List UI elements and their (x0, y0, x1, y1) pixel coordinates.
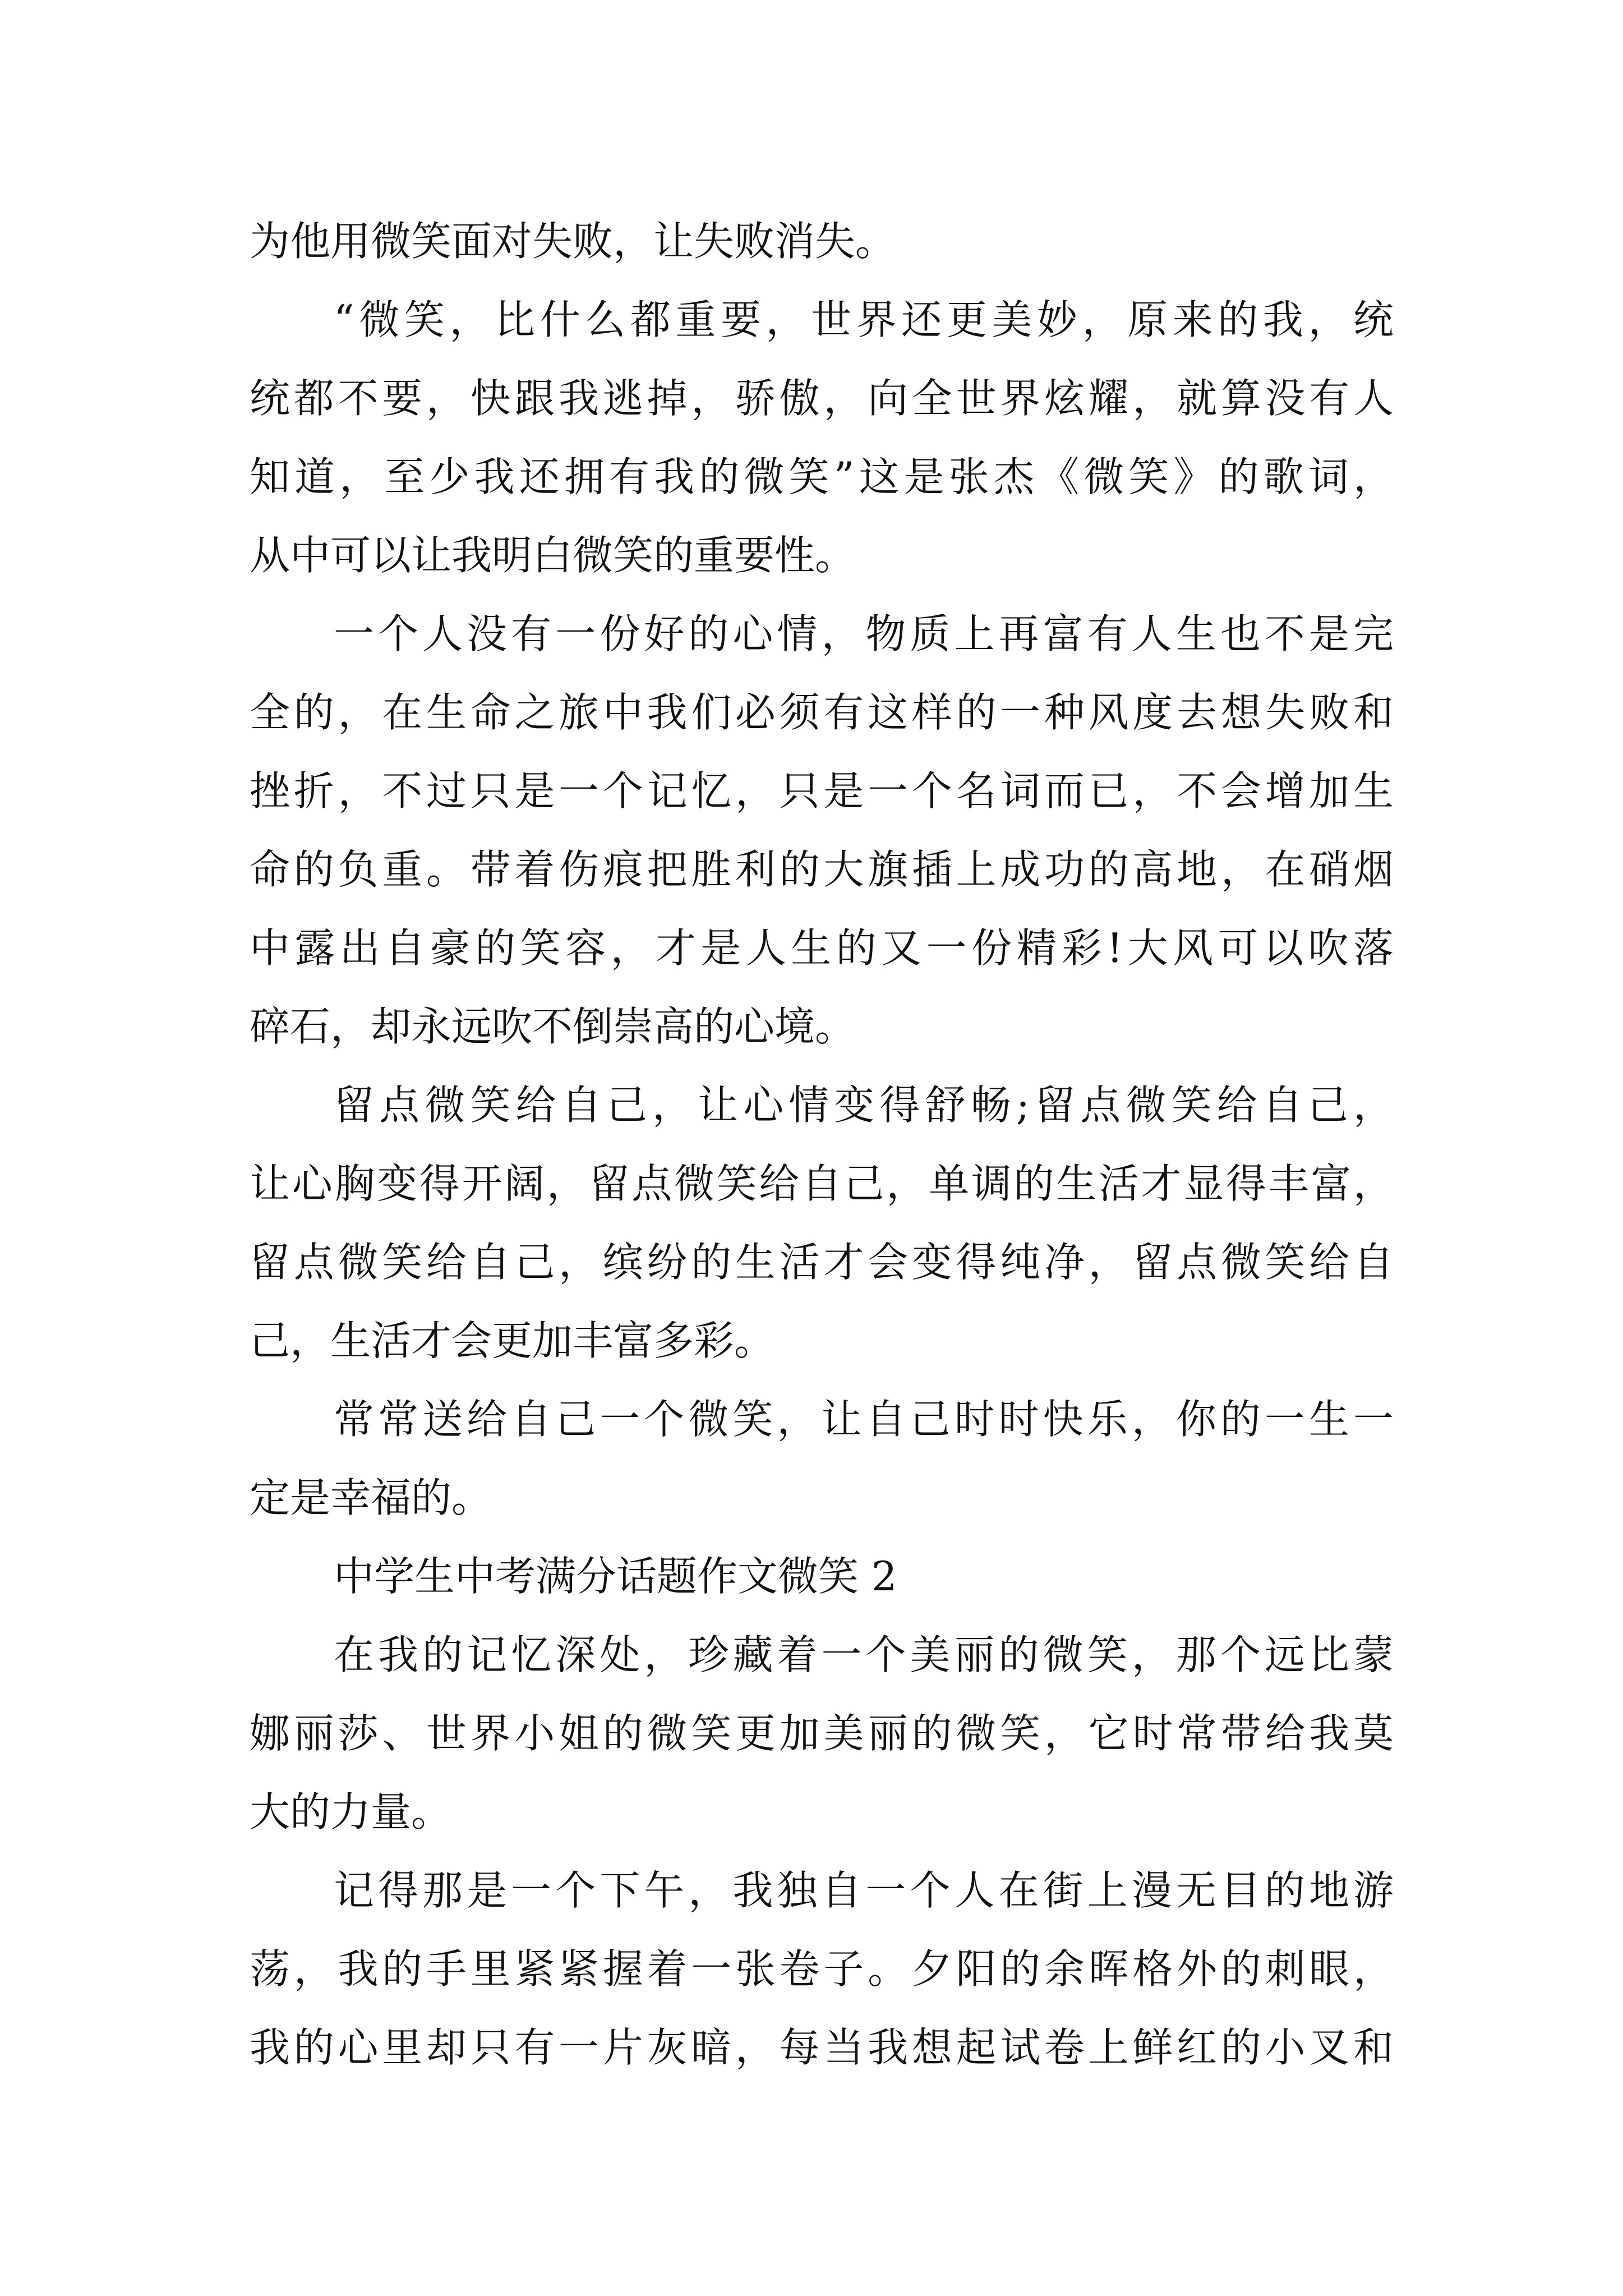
paragraph-line: 知道，至少我还拥有我的微笑”这是张杰《微笑》的歌词， (250, 453, 1394, 500)
paragraph-line: 全的，在生命之旅中我们必须有这样的一种风度去想失败和 (250, 689, 1394, 736)
paragraph-line: 己，生活才会更加丰富多彩。 (250, 1317, 775, 1364)
paragraph-line: “微笑，比什么都重要，世界还更美妙，原来的我，统 (334, 296, 1394, 343)
paragraph-line: 一个人没有一份好的心情，物质上再富有人生也不是完 (334, 610, 1394, 657)
paragraph-line: 大的力量。 (250, 1788, 452, 1835)
paragraph-line: 从中可以让我明白微笑的重要性。 (250, 532, 856, 579)
paragraph-line: 荡，我的手里紧紧握着一张卷子。夕阳的余晖格外的刺眼， (250, 1945, 1394, 1993)
paragraph-line: 中露出自豪的笑容，才是人生的又一份精彩!大风可以吹落 (250, 924, 1394, 972)
paragraph-line: 统都不要，快跟我逃掉，骄傲，向全世界炫耀，就算没有人 (250, 375, 1394, 422)
paragraph-line: 在我的记忆深处，珍藏着一个美丽的微笑，那个远比蒙 (334, 1631, 1394, 1678)
paragraph-line: 挫折，不过只是一个记忆，只是一个名词而已，不会增加生 (250, 767, 1394, 815)
paragraph-line: 记得那是一个下午，我独自一个人在街上漫无目的地游 (334, 1867, 1394, 1914)
paragraph-line: 让心胸变得开阔，留点微笑给自己，单调的生活才显得丰富， (250, 1160, 1394, 1207)
paragraph-line: 为他用微笑面对失败，让失败消失。 (250, 218, 896, 265)
paragraph-line: 常常送给自己一个微笑，让自己时时快乐，你的一生一 (334, 1396, 1394, 1443)
paragraph-line: 娜丽莎、世界小姐的微笑更加美丽的微笑，它时常带给我莫 (250, 1710, 1394, 1757)
paragraph-line: 留点微笑给自己，让心情变得舒畅;留点微笑给自己， (334, 1082, 1394, 1129)
paragraph-line: 留点微笑给自己，缤纷的生活才会变得纯净，留点微笑给自 (250, 1239, 1394, 1286)
paragraph-line: 定是幸福的。 (250, 1474, 492, 1521)
paragraph-line: 我的心里却只有一片灰暗，每当我想起试卷上鲜红的小叉和 (250, 2024, 1394, 2071)
paragraph-line: 碎石，却永远吹不倒崇高的心境。 (250, 1003, 856, 1050)
section-heading: 中学生中考满分话题作文微笑 2 (334, 1553, 897, 1600)
paragraph-line: 命的负重。带着伤痕把胜利的大旗插上成功的高地，在硝烟 (250, 846, 1394, 893)
document-body (250, 202, 1394, 2087)
